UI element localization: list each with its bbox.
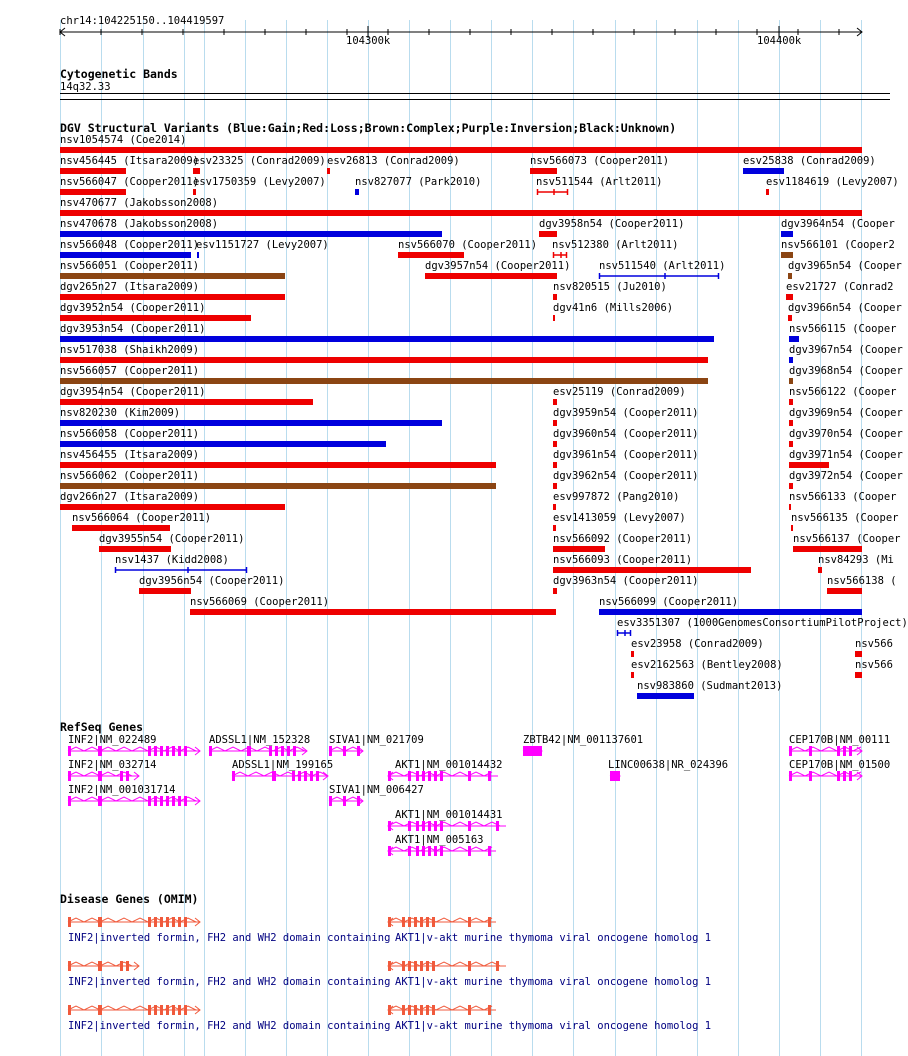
sv-feature-bar[interactable] xyxy=(789,420,793,426)
refseq-gene-label[interactable]: LINC00638|NR_024396 xyxy=(608,759,729,771)
sv-feature-label[interactable]: nsv566093 (Cooper2011) xyxy=(553,554,693,566)
dgv-track-title: DGV Structural Variants (Blue:Gain;Red:Loss;Brown:Complex;Purple:Inversion;Black:Unknown) xyxy=(60,121,677,135)
sv-feature-label[interactable]: nsv566101 (Cooper2 xyxy=(781,239,895,251)
cytoband-track-title: Cytogenetic Bands xyxy=(60,67,178,81)
sv-feature-bar[interactable] xyxy=(631,672,634,678)
sv-feature-bar[interactable] xyxy=(553,462,557,468)
sv-feature-bar[interactable] xyxy=(60,210,862,216)
sv-feature-bar[interactable] xyxy=(60,189,126,195)
sv-feature-label[interactable]: nsv566073 (Cooper2011) xyxy=(530,155,670,167)
sv-feature-bar[interactable] xyxy=(60,231,442,237)
grid-line xyxy=(738,20,739,1056)
refseq-gene-label[interactable]: INF2|NM_001031714 xyxy=(68,784,176,796)
sv-feature-label[interactable]: esv1750359 (Levy2007) xyxy=(193,176,326,188)
sv-feature-bar[interactable] xyxy=(631,651,634,657)
sv-feature-bar[interactable] xyxy=(788,315,792,321)
sv-feature-bar[interactable] xyxy=(553,525,556,531)
sv-feature-label[interactable]: esv997872 (Pang2010) xyxy=(553,491,680,503)
sv-feature-bar[interactable] xyxy=(789,357,793,363)
omim-gene-glyph[interactable] xyxy=(68,1004,202,1016)
sv-feature-label[interactable]: nsv566047 (Cooper2011) xyxy=(60,176,200,188)
sv-feature-bar[interactable] xyxy=(355,189,359,195)
sv-feature-label[interactable]: dgv3967n54 (Cooper xyxy=(789,344,903,356)
sv-feature-bar[interactable] xyxy=(553,504,556,510)
refseq-gene-label[interactable]: ZBTB42|NM_001137601 xyxy=(523,734,644,746)
sv-feature-label[interactable]: nsv983860 (Sudmant2013) xyxy=(637,680,783,692)
refseq-gene-label[interactable]: ADSSL1|NM_152328 xyxy=(209,734,311,746)
sv-feature-bar[interactable] xyxy=(60,420,442,426)
sv-feature-bar[interactable] xyxy=(599,609,862,615)
sv-feature-label[interactable]: dgv3952n54 (Cooper2011) xyxy=(60,302,206,314)
sv-feature-label[interactable]: dgv3962n54 (Cooper2011) xyxy=(553,470,699,482)
sv-feature-label[interactable]: nsv566069 (Cooper2011) xyxy=(190,596,330,608)
refseq-gene-label[interactable]: SIVA1|NM_006427 xyxy=(329,784,424,796)
sv-feature-bar[interactable] xyxy=(60,294,285,300)
omim-gene-label[interactable]: AKT1|v-akt murine thymoma viral oncogene homolog 1 xyxy=(395,976,712,988)
omim-gene-glyph[interactable] xyxy=(388,960,508,972)
refseq-gene-label[interactable]: CEP170B|NM_00111 xyxy=(789,734,891,746)
sv-feature-bar[interactable] xyxy=(60,168,126,174)
omim-gene-label[interactable]: INF2|inverted formin, FH2 and WH2 domain containing xyxy=(68,932,391,944)
sv-feature-label[interactable]: esv23325 (Conrad2009) xyxy=(193,155,326,167)
sv-feature-label[interactable]: nsv512380 (Arlt2011) xyxy=(552,239,679,251)
refseq-gene-glyph[interactable] xyxy=(523,745,544,757)
sv-feature-label[interactable]: dgv3968n54 (Cooper xyxy=(789,365,903,377)
omim-gene-glyph[interactable] xyxy=(388,1004,498,1016)
refseq-gene-glyph[interactable] xyxy=(68,745,202,757)
omim-gene-glyph[interactable] xyxy=(388,916,498,928)
sv-feature-bar[interactable] xyxy=(60,483,496,489)
sv-feature-label[interactable]: nsv566092 (Cooper2011) xyxy=(553,533,693,545)
sv-feature-label[interactable]: nsv566138 ( xyxy=(827,575,897,587)
sv-feature-label[interactable]: esv1413059 (Levy2007) xyxy=(553,512,686,524)
refseq-gene-glyph[interactable] xyxy=(329,795,365,807)
sv-feature-bar[interactable] xyxy=(193,189,196,195)
sv-feature-label[interactable]: nsv566048 (Cooper2011) xyxy=(60,239,200,251)
sv-feature-bar[interactable] xyxy=(781,252,793,258)
sv-feature-bar[interactable] xyxy=(553,546,605,552)
ruler-tick-label: 104300k xyxy=(346,35,391,47)
sv-feature-label[interactable]: nsv566058 (Cooper2011) xyxy=(60,428,200,440)
sv-feature-bar[interactable] xyxy=(190,609,556,615)
sv-feature-label[interactable]: nsv566057 (Cooper2011) xyxy=(60,365,200,377)
grid-line xyxy=(697,20,698,1056)
refseq-gene-glyph[interactable] xyxy=(610,770,622,782)
refseq-gene-glyph[interactable] xyxy=(329,745,365,757)
grid-line xyxy=(532,20,533,1056)
sv-feature-bar[interactable] xyxy=(539,231,557,237)
sv-feature-label[interactable]: nsv84293 (Mi xyxy=(818,554,894,566)
refseq-gene-glyph[interactable] xyxy=(209,745,309,757)
sv-feature-bar[interactable] xyxy=(637,693,694,699)
sv-feature-label[interactable]: dgv3961n54 (Cooper2011) xyxy=(553,449,699,461)
sv-feature-label[interactable]: esv1151727 (Levy2007) xyxy=(196,239,329,251)
sv-feature-label[interactable]: dgv265n27 (Itsara2009) xyxy=(60,281,200,293)
sv-feature-bar[interactable] xyxy=(789,378,793,384)
sv-feature-label[interactable]: nsv566064 (Cooper2011) xyxy=(72,512,212,524)
sv-feature-label[interactable]: nsv566051 (Cooper2011) xyxy=(60,260,200,272)
sv-feature-bar[interactable] xyxy=(553,588,557,594)
sv-feature-label[interactable]: esv23958 (Conrad2009) xyxy=(631,638,764,650)
sv-feature-bar[interactable] xyxy=(60,273,285,279)
ruler-axis[interactable] xyxy=(60,26,862,40)
ruler-location: chr14:104225150..104419597 xyxy=(60,15,225,27)
sv-feature-bar[interactable] xyxy=(786,294,793,300)
sv-feature-label[interactable]: esv1184619 (Levy2007) xyxy=(766,176,899,188)
sv-feature-bar[interactable] xyxy=(60,462,496,468)
refseq-gene-label[interactable]: AKT1|NM_001014432 xyxy=(395,759,503,771)
sv-feature-bar[interactable] xyxy=(818,567,822,573)
sv-feature-label[interactable]: nsv566099 (Cooper2011) xyxy=(599,596,739,608)
sv-feature-label[interactable]: nsv1054574 (Coe2014) xyxy=(60,134,187,146)
omim-gene-glyph[interactable] xyxy=(68,916,202,928)
sv-feature-bar[interactable] xyxy=(425,273,557,279)
sv-feature-bar[interactable] xyxy=(60,399,313,405)
refseq-gene-label[interactable]: AKT1|NM_005163 xyxy=(395,834,484,846)
refseq-gene-glyph[interactable] xyxy=(388,770,500,782)
sv-feature-label[interactable]: nsv1437 (Kidd2008) xyxy=(115,554,229,566)
sv-feature-bar[interactable] xyxy=(789,504,791,510)
sv-feature-label[interactable]: nsv566135 (Cooper xyxy=(791,512,899,524)
sv-feature-bar[interactable] xyxy=(553,251,569,259)
sv-feature-bar[interactable] xyxy=(789,441,793,447)
sv-feature-bar[interactable] xyxy=(60,357,708,363)
cytoband-line xyxy=(60,99,890,100)
refseq-gene-glyph[interactable] xyxy=(789,745,864,757)
sv-feature-bar[interactable] xyxy=(60,252,191,258)
sv-feature-label[interactable]: nsv566 xyxy=(855,638,893,650)
sv-feature-label[interactable]: dgv3957n54 (Cooper2011) xyxy=(425,260,571,272)
sv-feature-label[interactable]: nsv566115 (Cooper xyxy=(789,323,897,335)
omim-gene-label[interactable]: INF2|inverted formin, FH2 and WH2 domain containing xyxy=(68,1020,391,1032)
sv-feature-label[interactable]: nsv820230 (Kim2009) xyxy=(60,407,181,419)
sv-feature-bar[interactable] xyxy=(827,588,862,594)
sv-feature-label[interactable]: nsv566137 (Cooper xyxy=(793,533,901,545)
refseq-gene-glyph[interactable] xyxy=(388,820,508,832)
sv-feature-bar[interactable] xyxy=(553,294,557,300)
sv-feature-label[interactable]: dgv3965n54 (Cooper xyxy=(788,260,902,272)
sv-feature-bar[interactable] xyxy=(781,231,793,237)
omim-track-title: Disease Genes (OMIM) xyxy=(60,892,199,906)
sv-feature-bar[interactable] xyxy=(766,189,769,195)
sv-feature-bar[interactable] xyxy=(139,588,191,594)
sv-feature-bar[interactable] xyxy=(398,252,464,258)
grid-line xyxy=(491,20,492,1056)
sv-feature-label[interactable]: esv21727 (Conrad2 xyxy=(786,281,894,293)
refseq-gene-label[interactable]: SIVA1|NM_021709 xyxy=(329,734,424,746)
refseq-gene-label[interactable]: INF2|NM_022489 xyxy=(68,734,157,746)
sv-feature-label[interactable]: nsv456445 (Itsara2009) xyxy=(60,155,200,167)
sv-feature-label[interactable]: dgv3956n54 (Cooper2011) xyxy=(139,575,285,587)
sv-feature-bar[interactable] xyxy=(617,629,633,637)
sv-feature-label[interactable]: dgv3959n54 (Cooper2011) xyxy=(553,407,699,419)
cytoband-line xyxy=(60,93,890,94)
sv-feature-label[interactable]: dgv3971n54 (Cooper xyxy=(789,449,903,461)
sv-feature-label[interactable]: esv3351307 (1000GenomesConsortiumPilotProject) xyxy=(617,617,908,629)
refseq-gene-glyph[interactable] xyxy=(68,795,202,807)
sv-feature-label[interactable]: esv25119 (Conrad2009) xyxy=(553,386,686,398)
sv-feature-label[interactable]: dgv3970n54 (Cooper xyxy=(789,428,903,440)
refseq-gene-glyph[interactable] xyxy=(789,770,864,782)
sv-feature-bar[interactable] xyxy=(60,441,386,447)
sv-feature-bar[interactable] xyxy=(197,252,199,258)
sv-feature-bar[interactable] xyxy=(793,546,862,552)
sv-feature-bar[interactable] xyxy=(788,273,792,279)
sv-feature-label[interactable]: esv2162563 (Bentley2008) xyxy=(631,659,783,671)
ruler-tick-label: 104400k xyxy=(757,35,802,47)
sv-feature-bar[interactable] xyxy=(855,651,862,657)
sv-feature-bar[interactable] xyxy=(60,147,862,153)
sv-feature-bar[interactable] xyxy=(193,168,200,174)
sv-feature-label[interactable]: nsv820515 (Ju2010) xyxy=(553,281,667,293)
refseq-gene-label[interactable]: AKT1|NM_001014431 xyxy=(395,809,503,821)
sv-feature-label[interactable]: nsv511544 (Arlt2011) xyxy=(536,176,663,188)
sv-feature-bar[interactable] xyxy=(60,336,714,342)
refseq-gene-label[interactable]: INF2|NM_032714 xyxy=(68,759,157,771)
sv-feature-bar[interactable] xyxy=(327,168,330,174)
sv-feature-bar[interactable] xyxy=(789,336,799,342)
cytoband-label: 14q32.33 xyxy=(60,81,111,93)
sv-feature-label[interactable]: dgv3972n54 (Cooper xyxy=(789,470,903,482)
sv-feature-label[interactable]: dgv41n6 (Mills2006) xyxy=(553,302,674,314)
sv-feature-bar[interactable] xyxy=(553,420,557,426)
sv-feature-label[interactable]: nsv566070 (Cooper2011) xyxy=(398,239,538,251)
sv-feature-bar[interactable] xyxy=(72,525,170,531)
sv-feature-label[interactable]: dgv3960n54 (Cooper2011) xyxy=(553,428,699,440)
grid-line xyxy=(327,20,328,1056)
sv-feature-bar[interactable] xyxy=(553,441,557,447)
refseq-gene-label[interactable]: CEP170B|NM_01500 xyxy=(789,759,891,771)
sv-feature-bar[interactable] xyxy=(855,672,862,678)
sv-feature-label[interactable]: nsv566122 (Cooper xyxy=(789,386,897,398)
sv-feature-label[interactable]: nsv456455 (Itsara2009) xyxy=(60,449,200,461)
sv-feature-bar[interactable] xyxy=(789,462,829,468)
sv-feature-bar[interactable] xyxy=(789,399,793,405)
sv-feature-bar[interactable] xyxy=(553,399,557,405)
sv-feature-label[interactable]: nsv511540 (Arlt2011) xyxy=(599,260,726,272)
sv-feature-label[interactable]: esv26813 (Conrad2009) xyxy=(327,155,460,167)
sv-feature-bar[interactable] xyxy=(743,168,784,174)
sv-feature-bar[interactable] xyxy=(530,168,557,174)
sv-feature-label[interactable]: nsv827077 (Park2010) xyxy=(355,176,482,188)
sv-feature-label[interactable]: dgv3966n54 (Cooper xyxy=(788,302,902,314)
refseq-gene-glyph[interactable] xyxy=(388,845,498,857)
sv-feature-bar[interactable] xyxy=(599,272,721,280)
sv-feature-bar[interactable] xyxy=(553,483,557,489)
sv-feature-label[interactable]: nsv566 xyxy=(855,659,893,671)
sv-feature-bar[interactable] xyxy=(115,566,249,574)
omim-gene-label[interactable]: AKT1|v-akt murine thymoma viral oncogene homolog 1 xyxy=(395,932,712,944)
sv-feature-label[interactable]: dgv3963n54 (Cooper2011) xyxy=(553,575,699,587)
omim-gene-label[interactable]: INF2|inverted formin, FH2 and WH2 domain containing xyxy=(68,976,391,988)
sv-feature-bar[interactable] xyxy=(60,378,708,384)
omim-gene-label[interactable]: AKT1|v-akt murine thymoma viral oncogene homolog 1 xyxy=(395,1020,712,1032)
refseq-gene-glyph[interactable] xyxy=(232,770,330,782)
sv-feature-bar[interactable] xyxy=(553,315,555,321)
sv-feature-label[interactable]: dgv3953n54 (Cooper2011) xyxy=(60,323,206,335)
omim-gene-glyph[interactable] xyxy=(68,960,141,972)
sv-feature-label[interactable]: nsv517038 (Shaikh2009) xyxy=(60,344,200,356)
sv-feature-label[interactable]: nsv470677 (Jakobsson2008) xyxy=(60,197,219,209)
sv-feature-bar[interactable] xyxy=(537,188,570,196)
sv-feature-label[interactable]: dgv3955n54 (Cooper2011) xyxy=(99,533,245,545)
sv-feature-bar[interactable] xyxy=(60,315,251,321)
sv-feature-label[interactable]: dgv3964n54 (Cooper xyxy=(781,218,895,230)
refseq-track-title: RefSeq Genes xyxy=(60,720,144,734)
sv-feature-label[interactable]: dgv3954n54 (Cooper2011) xyxy=(60,386,206,398)
sv-feature-bar[interactable] xyxy=(791,525,793,531)
sv-feature-label[interactable]: nsv566133 (Cooper xyxy=(789,491,897,503)
sv-feature-bar[interactable] xyxy=(60,504,285,510)
refseq-gene-label[interactable]: ADSSL1|NM_199165 xyxy=(232,759,334,771)
sv-feature-label[interactable]: dgv3969n54 (Cooper xyxy=(789,407,903,419)
sv-feature-bar[interactable] xyxy=(553,567,751,573)
sv-feature-label[interactable]: nsv566062 (Cooper2011) xyxy=(60,470,200,482)
sv-feature-bar[interactable] xyxy=(789,483,793,489)
sv-feature-label[interactable]: nsv470678 (Jakobsson2008) xyxy=(60,218,219,230)
sv-feature-label[interactable]: dgv266n27 (Itsara2009) xyxy=(60,491,200,503)
sv-feature-label[interactable]: esv25838 (Conrad2009) xyxy=(743,155,876,167)
sv-feature-label[interactable]: dgv3958n54 (Cooper2011) xyxy=(539,218,685,230)
sv-feature-bar[interactable] xyxy=(99,546,171,552)
refseq-gene-glyph[interactable] xyxy=(68,770,141,782)
